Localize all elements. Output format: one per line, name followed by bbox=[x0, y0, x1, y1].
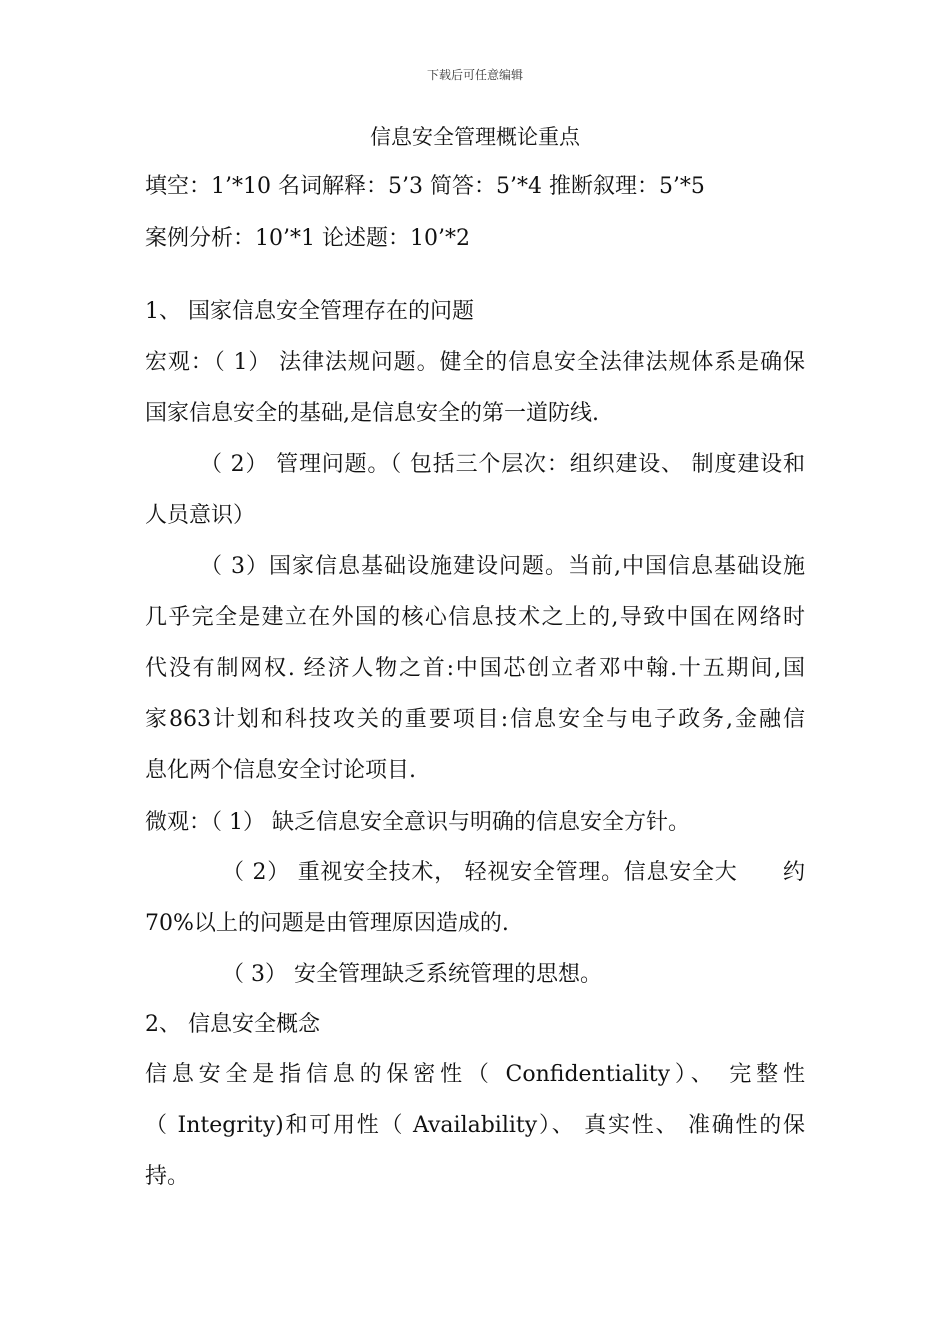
paragraph-line: 70%以上的问题是由管理原因造成的. bbox=[145, 911, 509, 936]
paragraph-line: （ Integrity)和可用性（ Availability）、 真实性、 准确性的保 bbox=[145, 1113, 805, 1138]
paragraph-line: （ 2） 管理问题。（ 包括三个层次：组织建设、 制度建设和 bbox=[200, 452, 805, 477]
exam-format-line-2: 案例分析：10’*1 论述题：10’*2 bbox=[145, 226, 470, 251]
paragraph-line: 息化两个信息安全讨论项目. bbox=[145, 758, 416, 783]
page-header-note: 下载后可任意编辑 bbox=[426, 68, 523, 82]
paragraph-line: 微观：（ 1） 缺乏信息安全意识与明确的信息安全方针。 bbox=[145, 810, 690, 835]
paragraph-line: 信息安全是指信息的保密性（ Confidentiality）、 完整性 bbox=[145, 1062, 805, 1087]
section-1-heading: 1、 国家信息安全管理存在的问题 bbox=[145, 299, 474, 324]
paragraph-line: 持。 bbox=[145, 1164, 190, 1189]
paragraph-line: （ 3） 安全管理缺乏系统管理的思想。 bbox=[222, 962, 602, 987]
section-2-heading: 2、 信息安全概念 bbox=[145, 1012, 320, 1037]
paragraph-line: 几乎完全是建立在外国的核心信息技术之上的,导致中国在网络时 bbox=[145, 605, 805, 630]
exam-format-line-1: 填空：1’*10 名词解释：5’3 简答：5’*4 推断叙理：5’*5 bbox=[145, 174, 705, 199]
paragraph-line: 国家信息安全的基础,是信息安全的第一道防线. bbox=[145, 401, 599, 426]
paragraph-line: 家863计划和科技攻关的重要项目:信息安全与电子政务,金融信 bbox=[145, 707, 805, 732]
paragraph-line: 人员意识） bbox=[145, 503, 256, 528]
paragraph-line: 代没有制网权. 经济人物之首:中国芯创立者邓中翰.十五期间,国 bbox=[145, 656, 805, 681]
paragraph-line: 宏观：（ 1） 法律法规问题。健全的信息安全法律法规体系是确保 bbox=[145, 350, 805, 375]
paragraph-line: （ 3）国家信息基础设施建设问题。当前,中国信息基础设施 bbox=[200, 554, 805, 579]
paragraph-line: （ 2） 重视安全技术， 轻视安全管理。信息安全大 约 bbox=[222, 860, 805, 885]
document-title: 信息安全管理概论重点 bbox=[370, 125, 580, 149]
